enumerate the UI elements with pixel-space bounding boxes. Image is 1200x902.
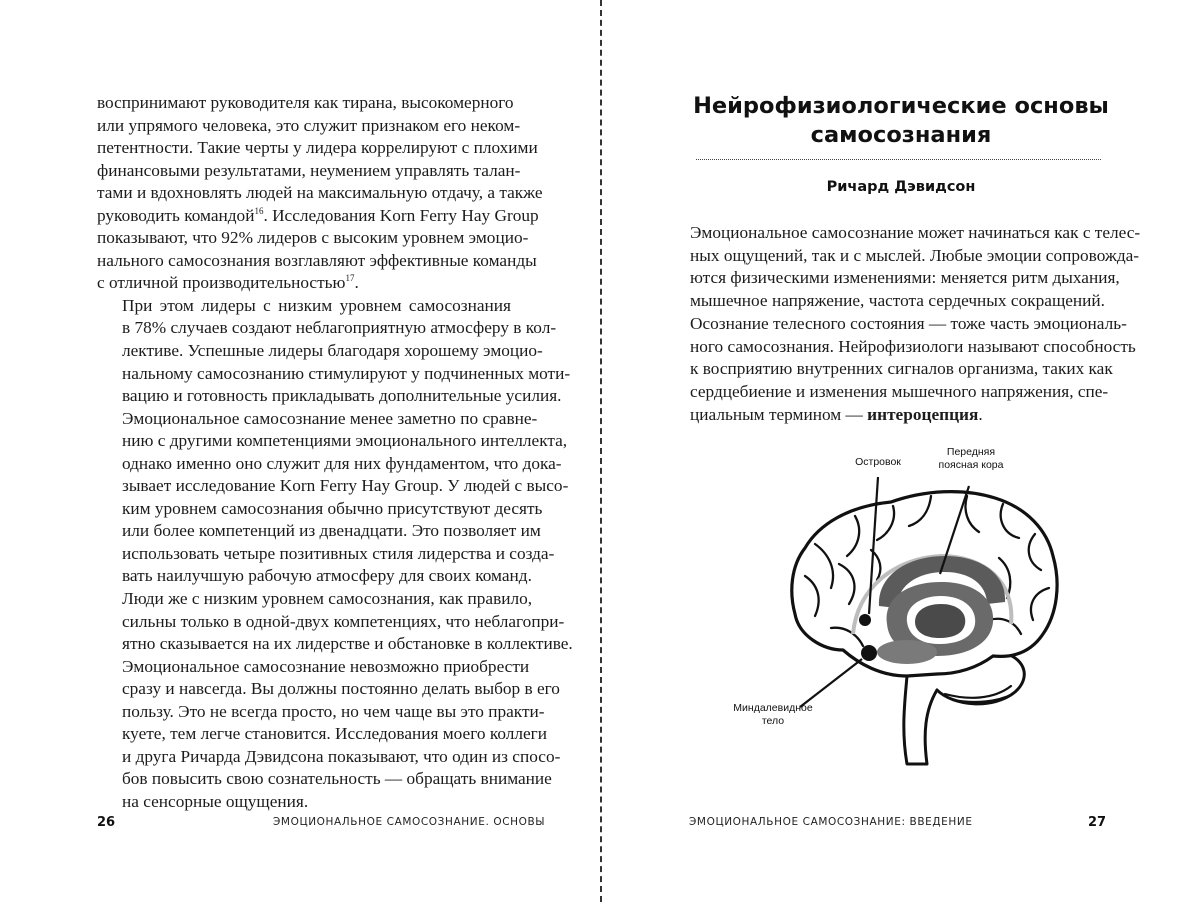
running-head-left: ЭМОЦИОНАЛЬНОЕ САМОСОЗНАНИЕ. ОСНОВЫ xyxy=(273,816,546,828)
title-divider xyxy=(696,159,1101,160)
right-page xyxy=(601,0,1200,902)
brainstem xyxy=(904,676,937,764)
text-line: лективе. Успешные лидеры благодаря хорошему эмоцио- xyxy=(122,341,543,361)
text-run: руководить командой xyxy=(97,205,255,225)
text-line: или более компетенций из двенадцати. Это позволяет им xyxy=(122,521,541,541)
footnote-reference: 16 xyxy=(254,205,264,216)
text-line: Люди же с низким уровнем самосознания, как правило, xyxy=(122,589,533,609)
text-run: . xyxy=(354,273,359,293)
text-line: нального самосознания возглавляют эффективные команды xyxy=(97,250,537,270)
text-line: ются физическими изменениями: меняется ритм дыхания, xyxy=(690,268,1120,288)
amygdala-region xyxy=(877,640,937,664)
text-line: в 78% случаев создают неблагоприятную атмосферу в кол- xyxy=(122,318,557,338)
text-line: сильны только в одной-двух компетенциях, что неблагопри- xyxy=(122,611,565,631)
text-line: сразу и навсегда. Вы должны постоянно делать выбор в его xyxy=(122,679,560,699)
insula-point xyxy=(859,614,871,626)
brain-figure xyxy=(731,438,1131,778)
text-line: показывают, что 92% лидеров с высоким уровнем эмоцио- xyxy=(97,228,529,248)
text-line: однако именно оно служит для них фундаментом, что дока- xyxy=(122,453,562,473)
label-acc-line-1: Передняя xyxy=(946,446,996,458)
text-line: нию с другими компетенциями эмоционального интеллекта, xyxy=(122,431,568,451)
author-name: Ричард Дэвидсон xyxy=(826,179,976,195)
page-number-right: 27 xyxy=(1088,815,1107,830)
text-line: и друга Ричарда Дэвидсона показывают, что один из спосо- xyxy=(122,746,561,766)
chapter-title-line-2: самосознания xyxy=(810,122,992,148)
label-insula: Островок xyxy=(855,456,901,468)
text-line: При этом лидеры с низким уровнем самосознания xyxy=(122,295,511,315)
text-line: пользу. Это не всегда просто, но чем чаще вы это практи- xyxy=(122,701,545,721)
text-line: воспринимают руководителя как тирана, высокомерного xyxy=(97,93,514,112)
text-line: ного самосознания. Нейрофизиологи называют способность xyxy=(690,336,1136,356)
label-acc-line-2: поясная кора xyxy=(938,459,1004,471)
text-line: сердцебиение и изменения мышечного напряжения, спе- xyxy=(690,381,1109,401)
paragraph xyxy=(97,295,571,408)
text-line: Осознание телесного состояния — тоже часть эмоциональ- xyxy=(690,313,1127,333)
text-line: петентности. Такие черты у лидера коррелируют с плохими xyxy=(97,138,538,158)
text-line xyxy=(690,404,1105,427)
paragraph xyxy=(97,656,561,814)
paragraph xyxy=(97,408,573,656)
footnote-reference: 17 xyxy=(345,273,355,284)
text-line: куете, тем легче становится. Исследования моего коллеги xyxy=(122,724,548,744)
text-line: Эмоциональное самосознание менее заметно по сравне- xyxy=(122,408,538,428)
left-body-text xyxy=(97,92,573,814)
paragraph xyxy=(690,222,1141,426)
text-line xyxy=(97,205,539,228)
text-line: зывает исследование Korn Ferry Hay Group. У людей с высо- xyxy=(122,476,569,496)
text-line: тами и вдохновлять людей на максимальную отдачу, а также xyxy=(97,183,543,203)
text-line: к восприятию внутренних сигналов организма, таких как xyxy=(690,359,1113,379)
text-line: ных ощущений, так и с мыслей. Любые эмоции сопровожда- xyxy=(690,245,1140,265)
text-line: использовать четыре позитивных стиля лидерства и созда- xyxy=(122,543,555,563)
right-body-text xyxy=(690,222,1141,426)
label-amygdala xyxy=(723,702,823,728)
text-line: вать наилучшую рабочую атмосферу для своих команд. xyxy=(122,566,532,586)
amygdala-point xyxy=(861,645,877,661)
text-line: ятно сказывается на их лидерстве и обстановке в коллективе. xyxy=(122,634,573,654)
text-line: вацию и готовность прикладывать дополнительные усилия. xyxy=(122,386,562,406)
text-line xyxy=(97,272,511,295)
text-line: ким уровнем самосознания обычно присутствуют десять xyxy=(122,498,543,518)
text-run: . xyxy=(978,404,983,424)
text-line: Эмоциональное самосознание невозможно приобрести xyxy=(122,656,530,676)
page-number-left: 26 xyxy=(97,815,116,830)
text-line: финансовыми результатами, неумением управлять талан- xyxy=(97,160,521,180)
running-head-right: ЭМОЦИОНАЛЬНОЕ САМОСОЗНАНИЕ: ВВЕДЕНИЕ xyxy=(689,816,973,828)
chapter-title-line-1: Нейрофизиологические основы xyxy=(693,93,1109,119)
chapter-title xyxy=(691,92,1111,150)
text-line: или упрямого человека, это служит признаком его неком- xyxy=(97,115,521,135)
paragraph xyxy=(97,92,543,295)
text-line: нальному самосознанию стимулируют у подчиненных моти- xyxy=(122,363,571,383)
bold-term: интероцепция xyxy=(867,404,979,424)
label-amygdala-line-1: Миндалевидное xyxy=(733,702,813,714)
text-line: мышечное напряжение, частота сердечных сокращений. xyxy=(690,291,1105,311)
text-line: Эмоциональное самосознание может начинаться как с телес- xyxy=(690,223,1141,242)
text-run: с отличной производительностью xyxy=(97,273,346,293)
text-run: . Исследования Korn Ferry Hay Group xyxy=(263,205,539,225)
amygdala-leader-line xyxy=(800,659,862,707)
label-amygdala-line-2: тело xyxy=(761,715,785,727)
text-line: бов повысить свою сознательность — обращать внимание xyxy=(122,769,552,789)
label-acc xyxy=(927,446,1015,472)
text-line: на сенсорные ощущения. xyxy=(122,791,309,811)
text-run: циальным термином — xyxy=(690,404,868,424)
